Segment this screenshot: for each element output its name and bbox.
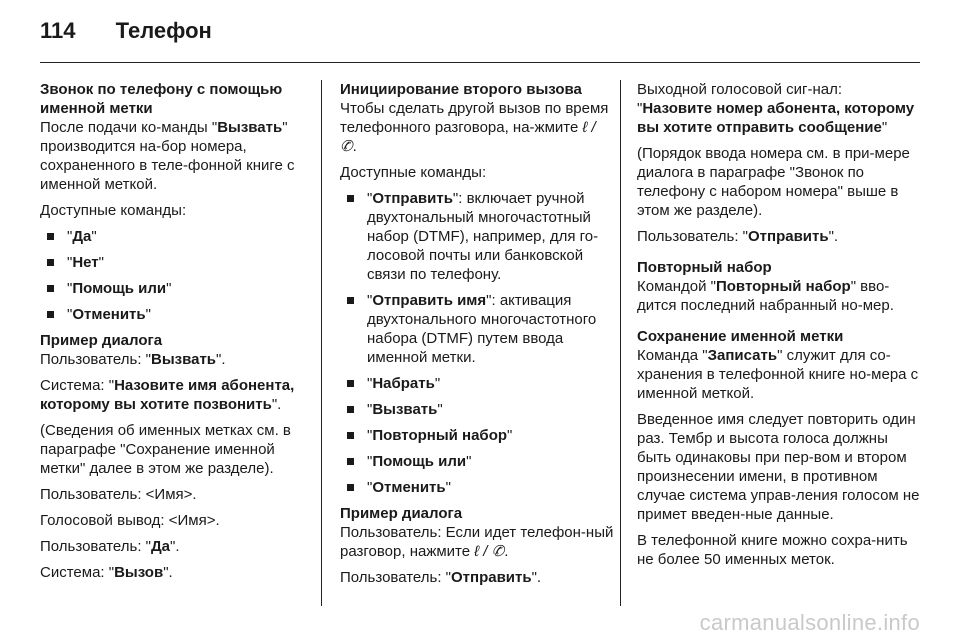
section-heading: Пример диалога	[40, 332, 163, 349]
paragraph: Чтобы сделать другой вызов по время телефонного разговора, на-жмите ℓ / ✆.	[340, 100, 609, 155]
paragraph: Командой "Повторный набор" вво-дится последний набранный но-мер.	[637, 278, 894, 314]
paragraph: Система: "Вызов".	[40, 564, 173, 581]
column-divider	[620, 80, 621, 606]
list-item: "Повторный набор"	[340, 426, 614, 445]
list-item: "Помощь или"	[340, 452, 614, 471]
paragraph: После подачи ко-манды "Вызвать" производится на-бор номера, сохраненного в теле-фонной книге с именной меткой.	[40, 119, 295, 193]
paragraph: Пользователь: "Отправить".	[637, 228, 839, 245]
list-item: "Помощь или"	[40, 279, 312, 298]
page-header	[40, 18, 212, 44]
paragraph: Пользователь: <Имя>.	[40, 486, 197, 503]
paragraph: Введенное имя следует повторить один раз. Тембр и высота голоса должны быть одинаковы при пер-вом и втором произнесении имени, в противном случае система управ-ления голосом не примет введен-ные данные.	[637, 411, 920, 523]
header-rule	[40, 62, 920, 63]
paragraph: В телефонной книге можно сохра-нить не более 50 именных меток.	[637, 532, 908, 568]
list-item: "Набрать"	[340, 374, 614, 393]
list-item: "Отправить имя": активация двухтонального многочастотного набора (DTMF) путем ввода именной метки.	[340, 291, 614, 367]
list-item: "Да"	[40, 227, 312, 246]
paragraph: Голосовой вывод: <Имя>.	[40, 512, 220, 529]
section-heading: Сохранение именной метки	[637, 328, 844, 345]
phone-hook-icon: ℓ / ✆	[340, 119, 596, 155]
command-list	[40, 227, 312, 324]
paragraph: Доступные команды:	[340, 164, 487, 181]
paragraph: Пользователь: "Отправить".	[340, 569, 542, 586]
list-item: "Отправить": включает ручной двухтональный многочастотный набор (DTMF), например, для го-лосовой почты или банковской связи по телефону.	[340, 189, 614, 284]
list-item: "Нет"	[40, 253, 312, 272]
column-2	[340, 80, 614, 594]
paragraph: (Порядок ввода номера см. в при-мере диалога в параграфе "Звонок по телефону с набором номера" выше в этом же разделе).	[637, 145, 910, 219]
list-item: "Отменить"	[40, 305, 312, 324]
paragraph: Выходной голосовой сиг-нал: "Назовите номер абонента, которому вы хотите отправить сообщение"	[637, 81, 915, 136]
paragraph: (Сведения об именных метках см. в параграфе "Сохранение именной метки" далее в этом же разделе).	[40, 422, 291, 477]
paragraph: Команда "Записать" служит для со-хранения в телефонной книге но-мера с именной меткой.	[637, 347, 919, 402]
list-item: "Вызвать"	[340, 400, 614, 419]
list-item: "Отменить"	[340, 478, 614, 497]
section-heading: Звонок по телефону с помощью именной метки	[40, 81, 283, 117]
watermark: carmanualsonline.info	[699, 610, 920, 635]
section-heading: Инициирование второго вызова	[340, 81, 582, 98]
section-heading: Пример диалога	[340, 505, 463, 522]
paragraph: Доступные команды:	[40, 202, 187, 219]
paragraph: Пользователь: "Да".	[40, 538, 180, 555]
page-title: Телефон	[115, 18, 212, 43]
paragraph: Пользователь: Если идет телефон-ный разговор, нажмите ℓ / ✆.	[340, 524, 614, 560]
column-divider	[321, 80, 322, 606]
paragraph: Пользователь: "Вызвать".	[40, 351, 226, 368]
column-3	[637, 80, 921, 576]
phone-hook-icon: ℓ / ✆	[474, 543, 505, 560]
column-1	[40, 80, 312, 589]
command-list	[340, 189, 614, 497]
section-heading: Повторный набор	[637, 259, 772, 276]
page-number: 114	[40, 18, 76, 43]
paragraph: Система: "Назовите имя абонента, которому вы хотите позвонить".	[40, 377, 295, 413]
